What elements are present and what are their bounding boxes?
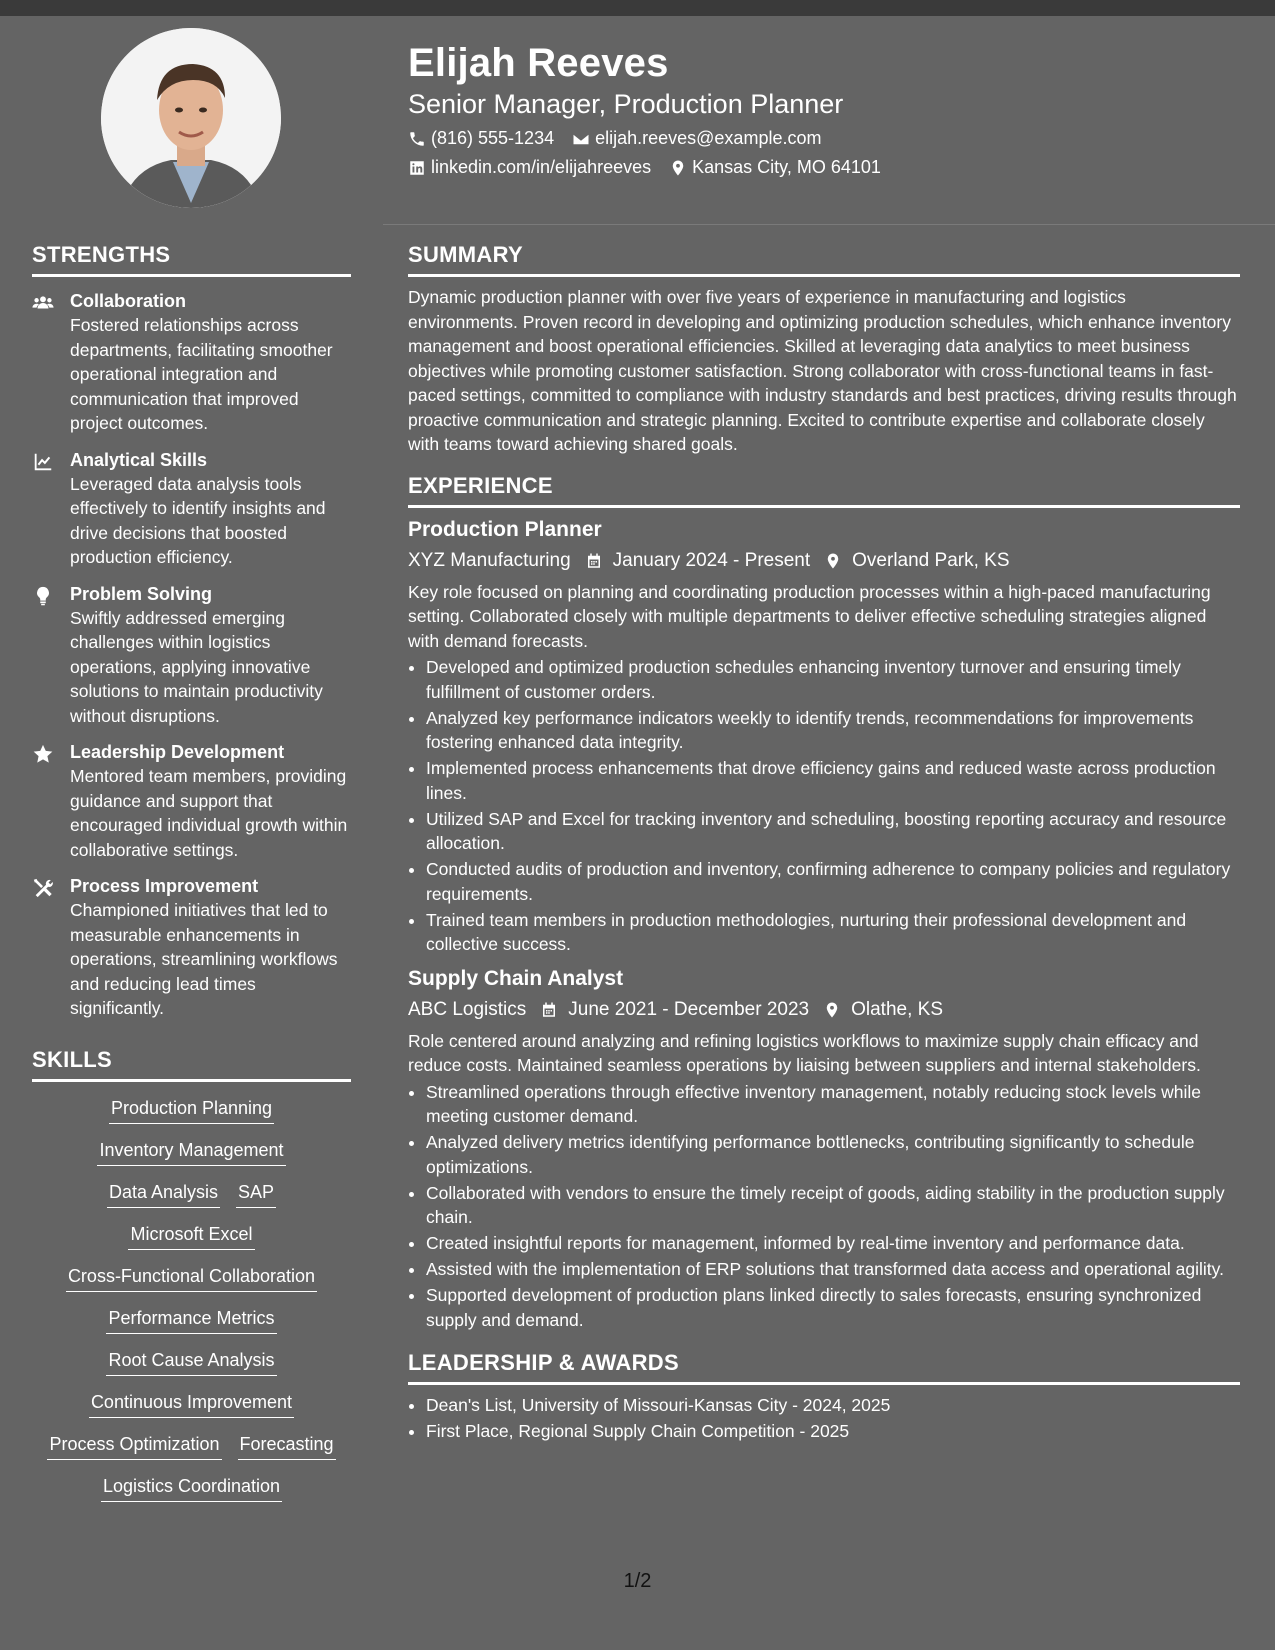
skill-tag: Data Analysis [107, 1180, 220, 1208]
skill-tag: Forecasting [238, 1432, 336, 1460]
strength-title: Analytical Skills [70, 449, 208, 470]
lightbulb-icon [32, 585, 54, 607]
left-column [32, 242, 351, 1502]
strength-desc: Championed initiatives that led to measurable enhancements in operations, streamlining workflows and reducing lead times significantly. [70, 900, 338, 1018]
job-bullet: • Developed and optimized production schedules enhancing inventory turnover and ensuring timely fulfillment of customer orders. [426, 655, 1240, 704]
strength-item [32, 289, 351, 436]
right-column [408, 242, 1240, 1445]
contact-row-2 [408, 157, 1248, 178]
map-pin-icon [824, 552, 842, 570]
job-bullet: • Trained team members in production methodologies, nurturing their professional development and collective success. [426, 908, 1240, 957]
job-location: Overland Park, KS [852, 549, 1010, 571]
job-bullet: • Implemented process enhancements that drove efficiency gains and reduced waste across production lines. [426, 756, 1240, 805]
strength-desc: Leveraged data analysis tools effectively to identify insights and drive decisions that boosted production efficiency. [70, 473, 326, 567]
strength-title: Process Improvement [70, 876, 259, 896]
strength-title: Problem Solving [70, 583, 213, 604]
skill-tag: Process Optimization [47, 1432, 221, 1460]
job-description: Key role focused on planning and coordinating production processes within a high-paced manufacturing setting. Collaborated closely with multiple departments to deliver effective scheduling strategies aligned with demand forecasts. [408, 581, 1211, 651]
job-dates: June 2021 - December 2023 [568, 998, 810, 1020]
job-bullet: • Assisted with the implementation of ERP solutions that transformed data access and operational agility. [426, 1257, 1240, 1282]
chart-line-icon [32, 451, 54, 473]
candidate-name: Elijah Reeves [408, 41, 669, 85]
strength-item [32, 740, 351, 862]
job-bullets [408, 1080, 1240, 1333]
phone-icon [408, 130, 426, 148]
job-location: Olathe, KS [851, 998, 943, 1020]
job-bullet: • Created insightful reports for management, informed by real-time inventory and performance data. [426, 1231, 1240, 1256]
job-bullet: • Analyzed key performance indicators weekly to identify trends, recommendations for improvements fostering enhanced data integrity. [426, 706, 1240, 755]
job-bullet: • Conducted audits of production and inventory, confirming adherence to company policies and regulatory requirements. [426, 857, 1240, 906]
star-icon [32, 743, 54, 765]
skill-tag: SAP [236, 1180, 276, 1208]
linkedin-icon [408, 159, 426, 177]
linkedin-text: linkedin.com/in/elijahreeves [431, 157, 652, 178]
header-divider [383, 224, 1275, 225]
users-icon [32, 292, 54, 314]
job-company: ABC Logistics [408, 998, 527, 1020]
job-bullet: • Collaborated with vendors to ensure the timely receipt of goods, aiding stability in the production supply chain. [426, 1181, 1240, 1230]
skill-tag: Root Cause Analysis [106, 1348, 276, 1376]
page-number: 1/2 [623, 1570, 652, 1592]
job-meta [408, 548, 1240, 574]
experience-heading: EXPERIENCE [408, 473, 1240, 508]
awards-heading: LEADERSHIP & AWARDS [408, 1350, 1240, 1385]
skill-tag: Production Planning [109, 1096, 274, 1124]
resume-header [408, 40, 1248, 178]
job-entry [408, 516, 1240, 957]
skill-tag: Performance Metrics [106, 1306, 276, 1334]
calendar-icon [585, 552, 603, 570]
job-dates: January 2024 - Present [612, 549, 811, 571]
skill-tag: Logistics Coordination [101, 1474, 282, 1502]
profile-photo [101, 28, 281, 208]
award-item: • Dean's List, University of Missouri-Kansas City - 2024, 2025 [426, 1393, 1240, 1418]
job-title: Production Planner [408, 517, 602, 541]
job-bullet: • Analyzed delivery metrics identifying performance bottlenecks, contributing significantly to schedule optimizations. [426, 1130, 1240, 1179]
job-meta [408, 997, 1240, 1023]
strength-item [32, 582, 351, 729]
skill-tag: Cross-Functional Collaboration [66, 1264, 317, 1292]
tools-icon [32, 877, 54, 899]
calendar-icon [540, 1001, 558, 1019]
strength-title: Collaboration [70, 291, 186, 311]
location-text: Kansas City, MO 64101 [692, 157, 881, 178]
job-bullet: • Utilized SAP and Excel for tracking inventory and scheduling, boosting reporting accuracy and resource allocation. [426, 807, 1240, 856]
skills-heading: SKILLS [32, 1047, 351, 1082]
job-bullet: • Streamlined operations through effective inventory management, notably reducing stock levels while meeting customer demand. [426, 1080, 1240, 1129]
summary-heading: SUMMARY [408, 242, 1240, 277]
contact-row-1 [408, 128, 1248, 149]
skill-tag: Continuous Improvement [89, 1390, 294, 1418]
email-text: elijah.reeves@example.com [595, 128, 822, 149]
envelope-icon [572, 130, 590, 148]
job-bullet: • Supported development of production plans linked directly to sales forecasts, ensuring synchronized supply and demand. [426, 1283, 1240, 1332]
linkedin-contact[interactable] [408, 157, 651, 178]
summary-text: Dynamic production planner with over five years of experience in manufacturing and logistics environments. Proven record in developing and optimizing production schedules, which enhance inventory management and boost operational efficiencies. Skilled at leveraging data analytics to meet business objectives while promoting customer satisfaction. Strong collaborator with cross-functional teams in fast-paced settings, committed to compliance with industry standards and best practices, driving results through proactive communication and strategic planning. Excited to contribute expertise and collaborate closely with teams toward achieving shared goals. [408, 287, 1237, 454]
avatar [101, 28, 281, 208]
job-description: Role centered around analyzing and refining logistics workflows to maximize supply chain efficacy and reduce costs. Maintained seamless operations by liaising between suppliers and internal stakeholders. [408, 1030, 1201, 1075]
job-entry [408, 965, 1240, 1333]
strength-item [32, 874, 351, 1021]
strength-desc: Fostered relationships across departments, facilitating smoother operational integration and communication that improved project outcomes. [70, 315, 333, 433]
job-bullets [408, 655, 1240, 957]
candidate-title: Senior Manager, Production Planner [408, 89, 844, 119]
phone-text: (816) 555-1234 [431, 128, 555, 149]
strength-item [32, 448, 351, 570]
award-item: • First Place, Regional Supply Chain Competition - 2025 [426, 1419, 1240, 1444]
skills-list [32, 1096, 351, 1502]
awards-list [408, 1393, 1240, 1444]
email-contact[interactable] [572, 128, 821, 149]
strength-title: Leadership Development [70, 742, 285, 762]
job-title: Supply Chain Analyst [408, 966, 624, 990]
strength-desc: Swiftly addressed emerging challenges within logistics operations, applying innovative solutions to maintain productivity without disruptions. [70, 607, 323, 726]
strengths-heading: STRENGTHS [32, 242, 351, 277]
top-bar [0, 0, 1275, 16]
phone-contact [408, 128, 554, 149]
strength-desc: Mentored team members, providing guidance and support that encouraged individual growth within collaborative settings. [70, 766, 348, 860]
skill-tag: Inventory Management [97, 1138, 285, 1166]
map-pin-icon [823, 1001, 841, 1019]
location-contact [669, 157, 881, 178]
map-pin-icon [669, 159, 687, 177]
skill-tag: Microsoft Excel [128, 1222, 254, 1250]
job-company: XYZ Manufacturing [408, 549, 571, 571]
